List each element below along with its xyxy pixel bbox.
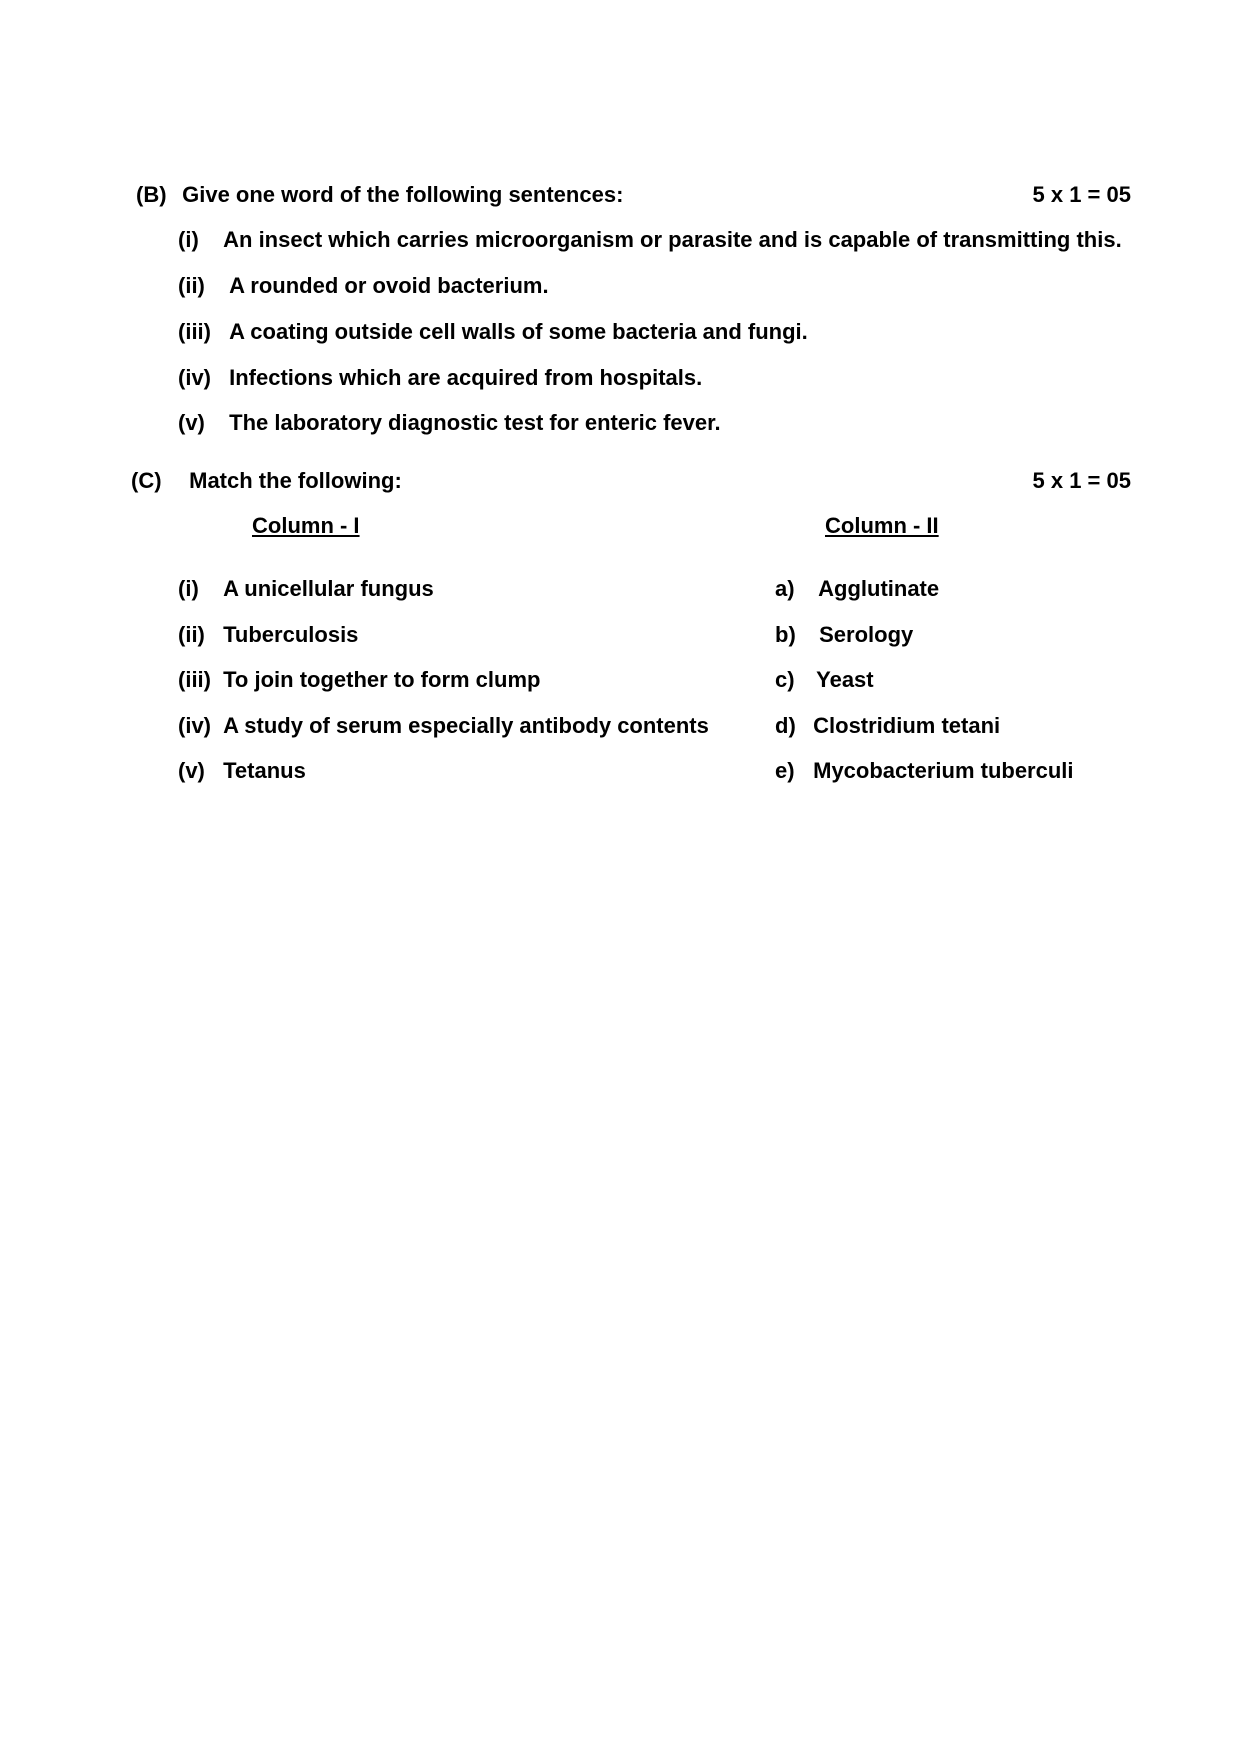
section-c-marks: 5 x 1 = 05 — [1032, 468, 1131, 493]
list-item — [178, 364, 702, 392]
item-number: (iv) — [178, 713, 211, 738]
item-text: The laboratory diagnostic test for enteric fever. — [229, 410, 721, 435]
column-1-item — [178, 621, 358, 649]
item-text: Infections which are acquired from hospitals. — [229, 365, 703, 390]
item-number: (v) — [178, 410, 205, 435]
item-text: Yeast — [816, 667, 874, 692]
list-item — [178, 318, 808, 346]
item-text: Mycobacterium tuberculi — [813, 758, 1074, 783]
item-text: Serology — [819, 622, 914, 647]
item-number: (ii) — [178, 273, 205, 298]
item-text: Clostridium tetani — [813, 713, 1001, 738]
column-1-item — [178, 666, 540, 694]
column-2-item — [775, 621, 913, 649]
column-2-item — [775, 757, 1074, 785]
column-1-title: Column - I — [252, 513, 360, 538]
item-number: (i) — [178, 576, 199, 601]
item-letter: b) — [775, 622, 796, 647]
section-c-heading — [131, 467, 402, 495]
list-item — [178, 272, 549, 300]
section-c-title: Match the following: — [189, 468, 402, 493]
item-text: Tuberculosis — [223, 622, 359, 647]
item-text: A unicellular fungus — [223, 576, 434, 601]
column-2-item — [775, 666, 874, 694]
list-item — [178, 409, 721, 437]
section-b-title: Give one word of the following sentences: — [182, 182, 624, 207]
item-text: A study of serum especially antibody contents — [223, 713, 709, 738]
item-number: (iii) — [178, 667, 211, 692]
item-letter: a) — [775, 576, 795, 601]
item-number: (i) — [178, 227, 199, 252]
item-text: A rounded or ovoid bacterium. — [229, 273, 549, 298]
item-number: (iii) — [178, 319, 211, 344]
column-2-title: Column - II — [825, 513, 939, 538]
item-number: (ii) — [178, 622, 205, 647]
section-b-marks: 5 x 1 = 05 — [1032, 182, 1131, 207]
item-letter: d) — [775, 713, 796, 738]
column-2-item — [775, 712, 1000, 740]
item-text: To join together to form clump — [223, 667, 541, 692]
section-c-label: (C) — [131, 468, 162, 493]
section-b-label: (B) — [136, 182, 167, 207]
section-b-heading — [136, 181, 623, 209]
item-number: (iv) — [178, 365, 211, 390]
item-text: Agglutinate — [818, 576, 940, 601]
item-letter: e) — [775, 758, 795, 783]
item-text: A coating outside cell walls of some bacteria and fungi. — [229, 319, 808, 344]
column-1-item — [178, 757, 306, 785]
item-letter: c) — [775, 667, 795, 692]
list-item — [178, 226, 1122, 254]
column-1-item — [178, 575, 434, 603]
item-number: (v) — [178, 758, 205, 783]
column-2-item — [775, 575, 939, 603]
column-1-item — [178, 712, 709, 740]
item-text: Tetanus — [223, 758, 306, 783]
item-text: An insect which carries microorganism or parasite and is capable of transmitting this. — [223, 227, 1122, 252]
